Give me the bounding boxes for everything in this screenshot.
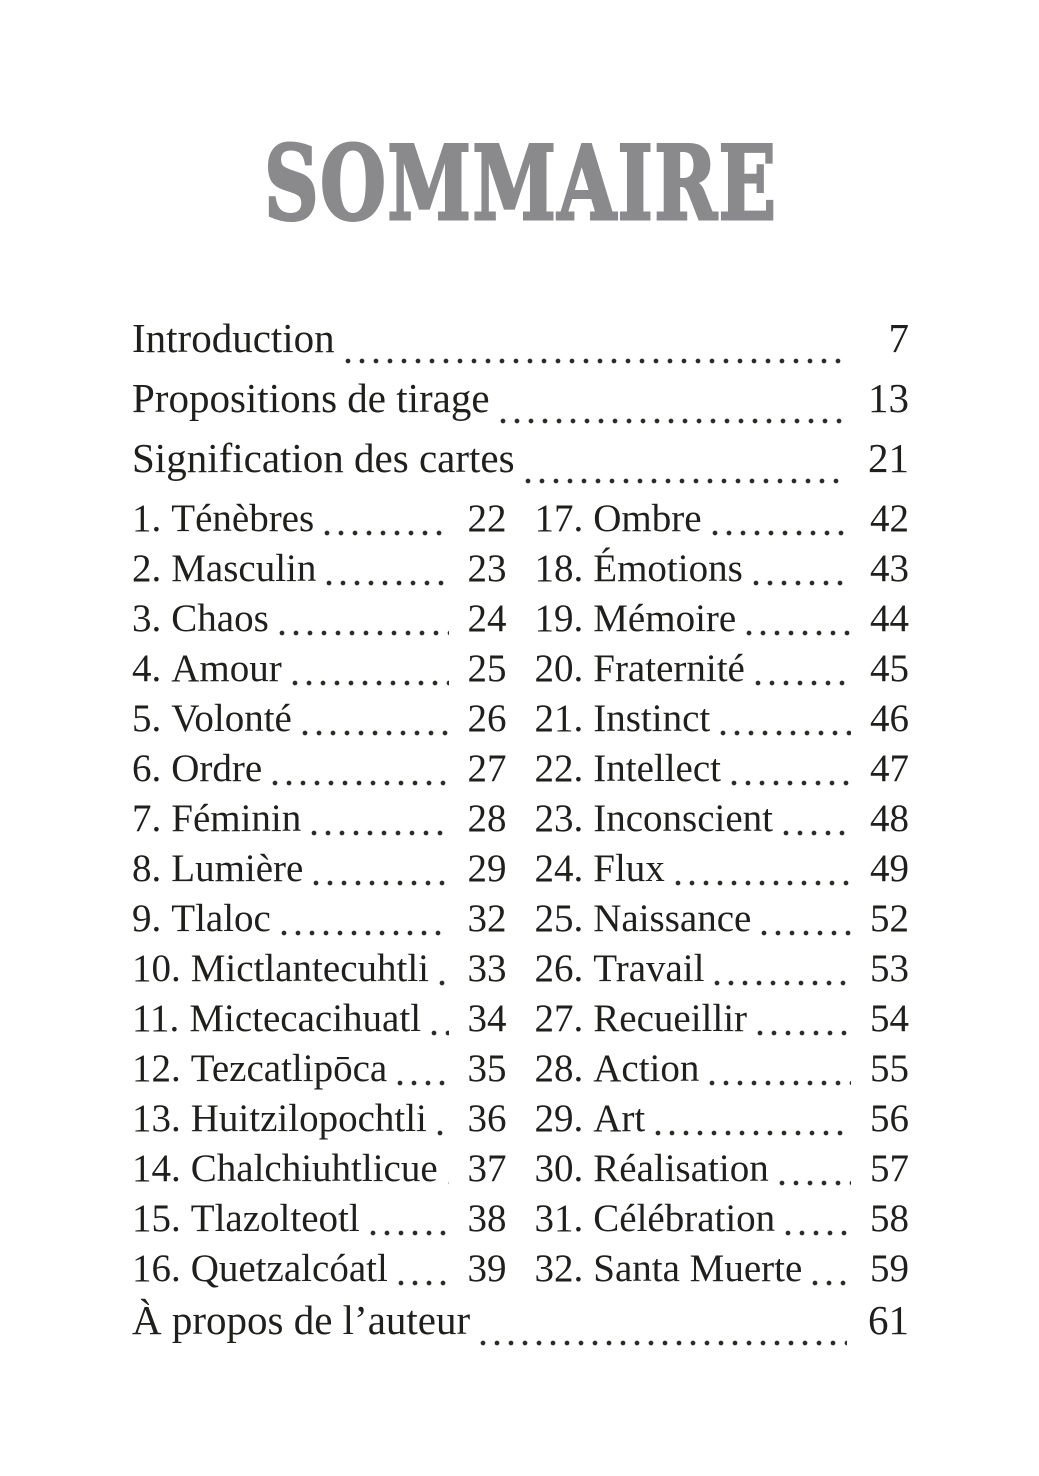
dot-leader [525,478,847,484]
toc-entry-number: 10. [132,947,181,990]
toc-entry-number: 32. [534,1247,584,1290]
toc-entry-label: Réalisation [593,1147,769,1190]
toc-entry-page: 28 [467,797,507,840]
dot-leader [714,980,851,986]
dot-leader [753,580,851,586]
toc-entry-label: Tezcatlipōca [190,1047,388,1090]
toc-entry-label: Introduction [132,315,335,361]
toc-entry-number: 26. [534,947,584,990]
toc-entry-number: 19. [534,597,584,640]
toc-entry-label: Mictlantecuhtli [190,947,430,990]
toc-entry-label: Instinct [593,697,711,740]
toc-entry-page: 45 [870,647,909,690]
toc-entry [535,1046,910,1096]
dot-leader [655,1130,851,1136]
dot-leader [448,1180,449,1186]
toc-entry [132,1296,909,1356]
dot-leader [731,780,851,786]
dot-leader [480,1340,847,1346]
toc-entry-page: 42 [870,497,909,540]
toc-entry [535,796,910,846]
toc-entry [132,846,507,896]
toc-entry-number: 6. [132,747,162,790]
toc-entry [132,896,507,946]
toc-entry-number: 27. [534,997,584,1040]
toc-entry-page: 52 [870,897,909,940]
dot-leader [370,1230,449,1236]
toc-bottom-section [132,1296,909,1356]
toc-entry-page: 36 [467,1097,507,1140]
toc-entry-number: 8. [132,847,162,890]
toc-entry [535,696,910,746]
dot-leader [785,1230,851,1236]
toc-entry-number: 3. [132,597,162,640]
toc-entry [132,1096,507,1146]
toc-entry-number: 1. [132,497,162,540]
toc-entry-page: 37 [467,1147,507,1190]
dot-leader [783,830,851,836]
toc-columns [132,496,909,1296]
toc-entry [535,596,910,646]
toc-entry [132,1196,507,1246]
dot-leader [439,980,448,986]
dot-leader [279,630,449,636]
page-title: SOMMAIRE [263,124,778,244]
toc-entry-number: 14. [132,1147,181,1190]
toc-entry-label: Inconscient [593,797,774,840]
toc-entry-page: 56 [870,1097,909,1140]
toc-entry-number: 31. [534,1197,584,1240]
toc-entry-page: 13 [868,375,909,421]
toc-entry-page: 21 [868,435,909,481]
toc-entry-page: 33 [467,947,507,990]
toc-entry-page: 24 [467,597,507,640]
toc-entry-label: Action [593,1047,700,1090]
dot-leader [761,930,851,936]
toc-entry-label: Féminin [171,797,302,840]
toc-entry [132,1246,507,1296]
toc-entry-page: 25 [467,647,507,690]
dot-leader [712,530,851,536]
toc-entry [132,496,507,546]
toc-entry-page: 26 [467,697,507,740]
toc-entry-label: Chalchiuhtlicue [190,1147,438,1190]
toc-entry-label: Célébration [593,1197,776,1240]
toc-entry-page: 49 [870,847,909,890]
toc-entry-page: 46 [870,697,909,740]
toc-entry-label: Volonté [171,697,292,740]
toc-entry-number: 24. [534,847,584,890]
toc-entry-label: Quetzalcóatl [190,1247,388,1290]
toc-entry-number: 4. [132,647,162,690]
toc-entry [535,1096,910,1146]
toc-entry-label: Art [593,1097,646,1140]
dot-leader [675,880,851,886]
toc-entry-number: 21. [534,697,584,740]
toc-entry-number: 18. [534,547,584,590]
toc-entry-label: Travail [593,947,705,990]
toc-entry-page: 57 [870,1147,909,1190]
toc-entry [132,746,507,796]
dot-leader [720,730,851,736]
toc-entry [132,946,507,996]
toc-entry-number: 12. [132,1047,181,1090]
dot-leader [812,1280,851,1286]
toc-entry-label: Tlaloc [171,897,271,940]
toc-entry [535,546,910,596]
dot-leader [437,1130,449,1136]
dot-leader [746,630,851,636]
toc-entry-page: 44 [870,597,909,640]
toc-entry-label: Mémoire [593,597,737,640]
toc-entry-page: 38 [467,1197,507,1240]
toc-entry-label: Flux [593,847,665,890]
toc-entry-label: Naissance [593,897,752,940]
toc-entry-number: 25. [534,897,584,940]
toc-entry-number: 15. [132,1197,181,1240]
toc-entry [535,846,910,896]
toc-entry-page: 34 [467,997,507,1040]
toc-entry-label: Amour [171,647,282,690]
toc-entry-label: Propositions de tirage [132,375,490,421]
toc-entry-label: Mictecacihuatl [189,997,422,1040]
toc-entry-label: Lumière [171,847,304,890]
toc-entry [132,546,507,596]
toc-entry-number: 20. [534,647,584,690]
toc-entry-number: 13. [132,1097,181,1140]
toc-entry-page: 61 [868,1297,909,1343]
toc-entry-page: 54 [870,997,909,1040]
toc-entry [132,996,507,1046]
dot-leader [398,1280,449,1286]
toc-entry [132,696,507,746]
toc-entry-label: Ombre [593,497,702,540]
toc-entry-label: Santa Muerte [593,1247,803,1290]
toc-entry-number: 9. [132,897,162,940]
toc-entry [132,596,507,646]
toc-entry-label: Masculin [171,547,317,590]
toc-entry [535,1196,910,1246]
toc-entry-page: 32 [467,897,507,940]
dot-leader [324,530,448,536]
toc-entry-number: 5. [132,697,162,740]
toc-entry-label: Intellect [593,747,722,790]
toc-entry-page: 29 [467,847,507,890]
dot-leader [302,730,449,736]
toc-entry-page: 55 [870,1047,909,1090]
toc-entry-page: 53 [870,947,909,990]
dot-leader [500,418,847,424]
toc-left-column [132,496,507,1296]
toc-entry-number: 11. [132,997,180,1040]
toc-entry-number: 23. [534,797,584,840]
dot-leader [757,1030,851,1036]
toc-entry [535,746,910,796]
dot-leader [292,680,449,686]
toc-entry-number: 17. [534,497,584,540]
dot-leader [709,1080,851,1086]
toc-entry [535,496,910,546]
toc-entry-page: 23 [467,547,507,590]
toc-entry-label: Tlazolteotl [190,1197,360,1240]
toc-entry-number: 29. [534,1097,584,1140]
toc-entry [132,646,507,696]
dot-leader [281,930,449,936]
toc-entry-page: 27 [467,747,507,790]
toc-right-column [535,496,910,1296]
toc-entry [535,946,910,996]
toc-entry-page: 48 [870,797,909,840]
toc-entry [132,374,909,434]
toc-entry-number: 28. [534,1047,584,1090]
toc-entry-page: 7 [888,315,909,361]
toc-entry-number: 16. [132,1247,181,1290]
toc-entry [132,1146,507,1196]
toc-entry [535,996,910,1046]
toc-entry-label: Ordre [171,747,263,790]
toc-entry [535,1246,910,1296]
toc-entry-label: Signification des cartes [132,435,515,481]
dot-leader [345,358,847,364]
dot-leader [326,580,448,586]
toc-entry-number: 22. [534,747,584,790]
toc-entry-page: 43 [870,547,909,590]
toc-entry [132,1046,507,1096]
dot-leader [397,1080,448,1086]
page-title-wrap [132,124,909,244]
toc-entry [132,796,507,846]
toc-entry [535,646,910,696]
dot-leader [272,780,448,786]
toc-entry-label: Huitzilopochtli [190,1097,427,1140]
toc-entry-number: 7. [132,797,162,840]
dot-leader [779,1180,851,1186]
toc-entry-label: À propos de l’auteur [132,1297,471,1343]
toc-entry-page: 59 [870,1247,909,1290]
toc-entry-label: Recueillir [593,997,748,1040]
toc-entry-label: Chaos [171,597,269,640]
toc-top-section [132,314,909,494]
dot-leader [313,880,448,886]
toc-entry [132,434,909,494]
dot-leader [311,830,448,836]
toc-entry-page: 58 [870,1197,909,1240]
toc-entry-label: Émotions [593,547,743,590]
toc-entry [535,1146,910,1196]
toc-entry [535,896,910,946]
toc-entry-label: Fraternité [593,647,745,690]
toc-entry-number: 30. [534,1147,584,1190]
toc-entry [132,314,909,374]
dot-leader [755,680,851,686]
dot-leader [431,1030,448,1036]
toc-entry-number: 2. [132,547,162,590]
toc-entry-page: 22 [467,497,507,540]
toc-entry-page: 47 [870,747,909,790]
toc-entry-page: 39 [467,1247,507,1290]
toc-entry-label: Ténèbres [171,497,315,540]
toc-entry-page: 35 [467,1047,507,1090]
